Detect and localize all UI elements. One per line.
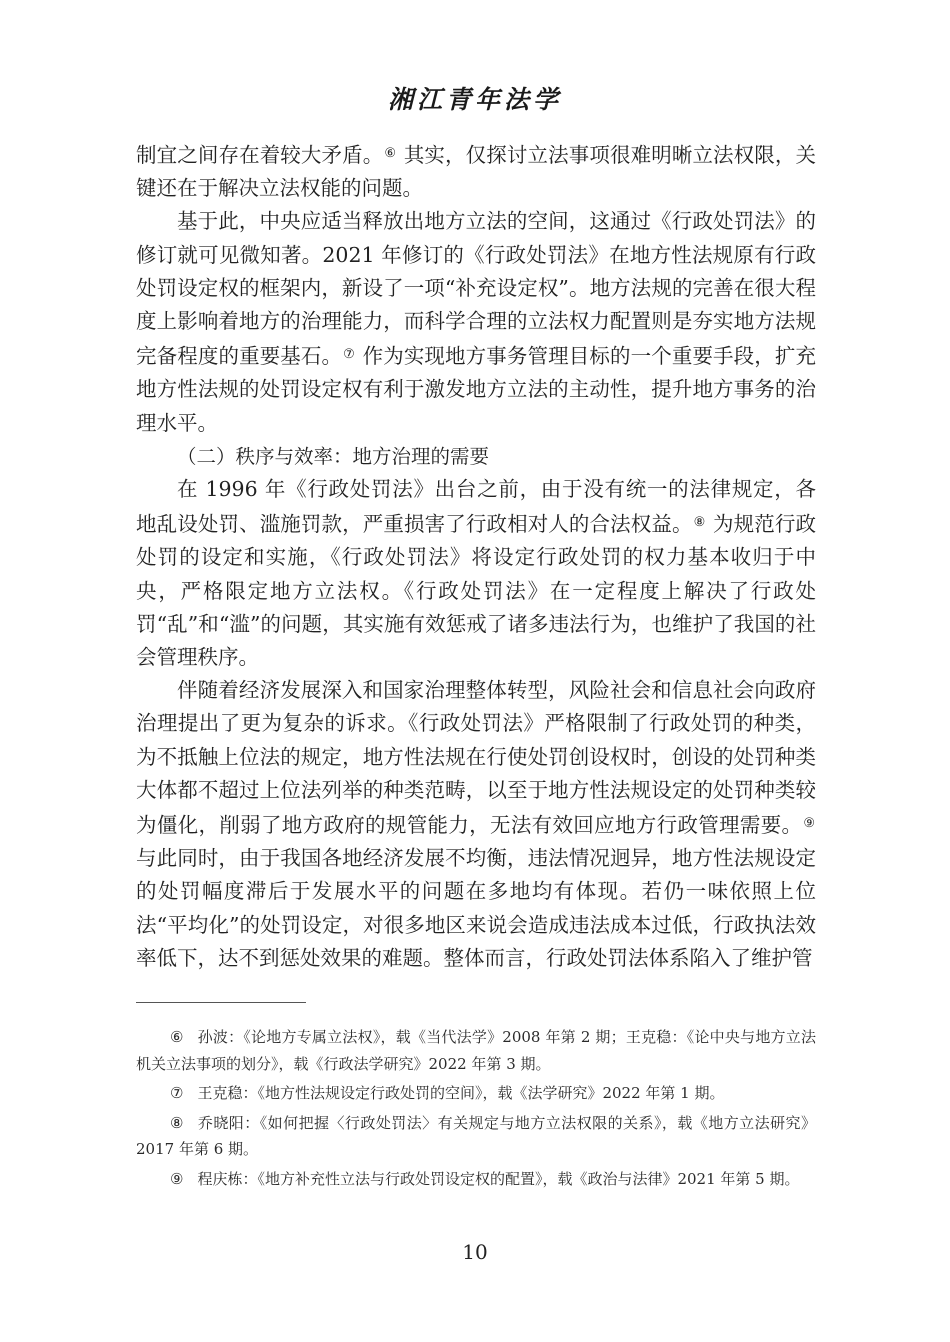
body-text: [136, 137, 816, 975]
footnote-mark: ⑥: [170, 1028, 184, 1046]
footnote-text: 王克稳：《地方性法规设定行政处罚的空间》，载《法学研究》2022 年第 1 期。: [197, 1084, 725, 1102]
paragraph-2-text: 基于此，中央应适当释放出地方立法的空间，这通过《行政处罚法》的修订就可见微知著。2021 年修订的《行政处罚法》在地方性法规原有行政处罚设定权的框架内，新设了一项“补充设定权”。地方法规的完善在很大程度上影响着地方的治理能力，而科学合理的立法权力配置则是夯实地方法规完备程度的重要基石。: [136, 209, 816, 369]
footnote-ref-7[interactable]: ⑦: [343, 347, 355, 363]
section-heading: （二）秩序与效率：地方治理的需要: [177, 444, 490, 468]
paragraph-4: [136, 674, 816, 975]
paragraph-1: [136, 137, 816, 205]
footnote-text: 程庆栋：《地方补充性立法与行政处罚设定权的配置》，载《政治与法律》2021 年第 5 期。: [197, 1169, 800, 1188]
footnote-mark: ⑦: [170, 1084, 184, 1102]
page-number: 10: [462, 1240, 488, 1264]
paragraph-1-text: 制宜之间存在着较大矛盾。: [136, 143, 384, 167]
footnote-6: [136, 1024, 816, 1077]
paragraph-3-text: 在 1996 年《行政处罚法》出台之前，由于没有统一的法律规定，各地乱设处罚、滥施罚款，严重损害了行政相对人的合法权益。: [136, 477, 816, 537]
footnote-mark: ⑨: [170, 1169, 184, 1188]
footnote-text: 乔晓阳：《如何把握〈行政处罚法〉有关规定与地方立法权限的关系》，载《地方立法研究》2017 年第 6 期。: [136, 1113, 816, 1158]
footnote-ref-9[interactable]: ⑨: [803, 816, 815, 832]
paragraph-3: [136, 473, 816, 674]
footnote-8: [136, 1110, 816, 1163]
paragraph-1-text-cont: 其实，仅探讨立法事项很难明晰立法权限，关键还在于解决立法权能的问题。: [136, 143, 817, 201]
footnote-divider: [136, 1002, 306, 1003]
paragraph-4-text-cont: 与此同时，由于我国各地经济发展不均衡，违法情况迥异，地方性法规设定的处罚幅度滞后于发展水平的问题在多地均有体现。若仍一味依照上位法“平均化”的处罚设定，对很多地区来说会造成违法成本过低，行政执法效率低下，达不到惩处效果的难题。整体而言，行政处罚法体系陷入了维护管: [136, 846, 816, 970]
paragraph-4-text: 伴随着经济发展深入和国家治理整体转型，风险社会和信息社会向政府治理提出了更为复杂的诉求。《行政处罚法》严格限制了行政处罚的种类，为不抵触上位法的规定，地方性法规在行使处罚创设权时，创设的处罚种类大体都不超过上位法列举的种类范畴，以至于地方性法规设定的处罚种类较为僵化，削弱了地方政府的规管能力，无法有效回应地方行政管理需要。: [136, 678, 816, 838]
footnote-text: 孙波：《论地方专属立法权》，载《当代法学》2008 年第 2 期；王克稳：《论中央与地方立法机关立法事项的划分》，载《行政法学研究》2022 年第 3 期。: [136, 1028, 816, 1073]
footnotes: [136, 1024, 816, 1195]
paragraph-3-text-cont: 为规范行政处罚的设定和实施，《行政处罚法》将设定行政处罚的权力基本收归于中央，严格限定地方立法权。《行政处罚法》在一定程度上解决了行政处罚“乱”和“滥”的问题，其实施有效惩戒了诸多违法行为，也维护了我国的社会管理秩序。: [136, 512, 817, 670]
journal-title: 湘江青年法学: [387, 85, 562, 114]
footnote-ref-6[interactable]: ⑥: [384, 146, 397, 161]
footnote-7: [136, 1080, 816, 1107]
paragraph-2: [136, 205, 816, 439]
paragraph-2-text-cont: 作为实现地方事务管理目标的一个重要手段，扩充地方性法规的处罚设定权有利于激发地方立法的主动性，提升地方事务的治理水平。: [136, 344, 817, 435]
footnote-9: [136, 1166, 816, 1193]
footnote-ref-8[interactable]: ⑧: [693, 515, 706, 531]
footnote-mark: ⑧: [170, 1113, 184, 1132]
